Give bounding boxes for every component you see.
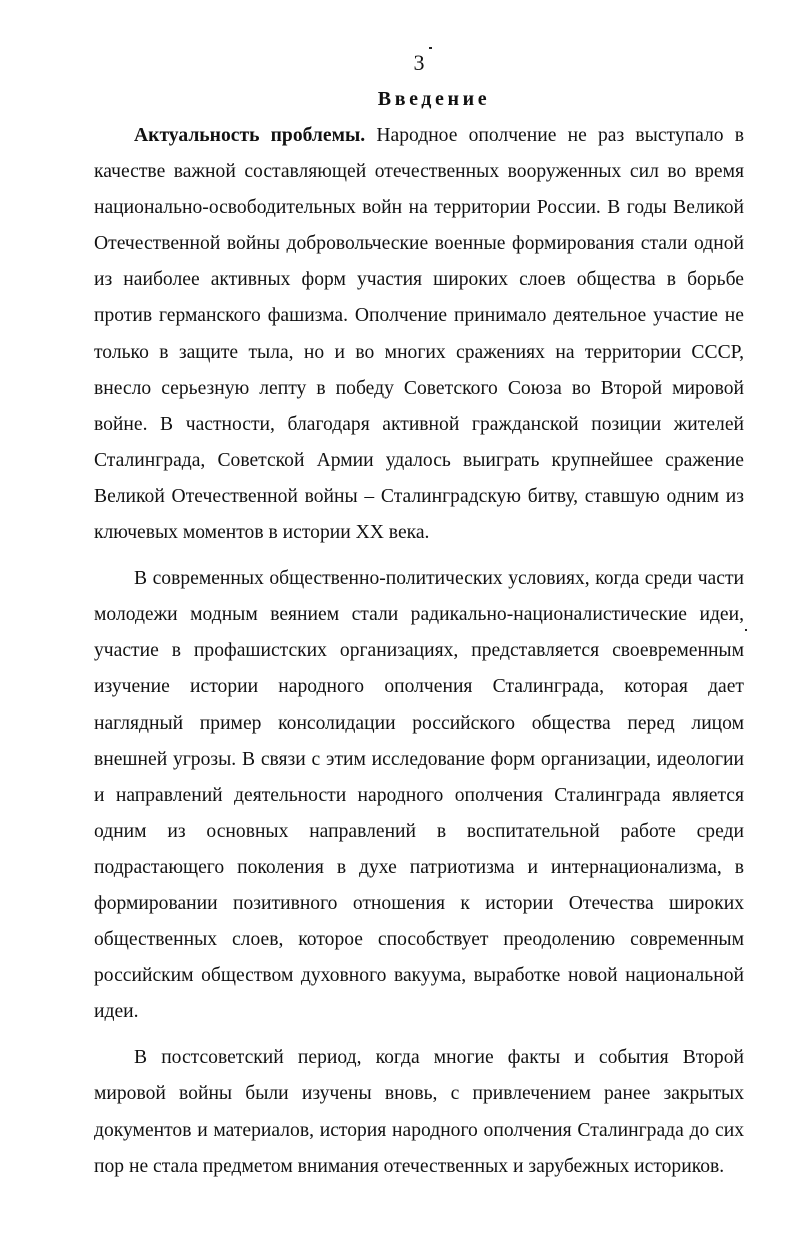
section-heading: Введение <box>377 88 491 110</box>
body-text <box>94 118 744 1185</box>
paragraph-text: Народное ополчение не раз выступало в качестве важной составляющей отечественных вооруженных сил во время национально-освободительных войн на территории России. В годы Великой Отечественной войны добровольческие военные формирования стали одной из наиболее активных форм участия широких слоев общества в борьбе против германского фашизма. Ополчение принимало деятельное участие не только в защите тыла, но и во многих сражениях на территории СССР, внесло серьезную лепту в победу Советского Союза во Второй мировой войне. В частности, благодаря активной гражданской позиции жителей Сталинграда, Советской Армии удалось выиграть крупнейшее сражение Великой Отечественной войны – Сталинградскую битву, ставшую одним из ключевых моментов в истории XX века. <box>94 125 744 544</box>
page-number: 3 <box>413 50 425 75</box>
paragraph-relevance <box>94 118 744 551</box>
scan-speck <box>745 629 747 631</box>
paragraph-text: В современных общественно-политических условиях, когда среди части молодежи модным веянием стали радикально-националистические идеи, участие в профашистских организациях, представляется своевременным изучение истории народного ополчения Сталинграда, которая дает наглядный пример консолидации российского общества перед лицом внешней угрозы. В связи с этим исследование форм организации, идеологии и направлений деятельности народного ополчения Сталинграда является одним из основных направлений в воспитательной работе среди подрастающего поколения в духе патриотизма и интернационализма, в формировании позитивного отношения к истории Отечества широких общественных слоев, которое способствует преодолению современным российским обществом духовного вакуума, выработке новой национальной идеи. <box>94 568 744 1023</box>
paragraph-modern-conditions <box>94 561 744 1030</box>
paragraph-text: В постсоветский период, когда многие факты и события Второй мировой войны были изучены вновь, с привлечением ранее закрытых документов и материалов, история народного ополчения Сталинграда до сих пор не стала предметом внимания отечественных и зарубежных историков. <box>94 1047 744 1177</box>
scan-speck <box>429 47 432 49</box>
paragraph-lead: Актуальность проблемы. <box>134 125 366 146</box>
paragraph-post-soviet <box>94 1040 744 1184</box>
